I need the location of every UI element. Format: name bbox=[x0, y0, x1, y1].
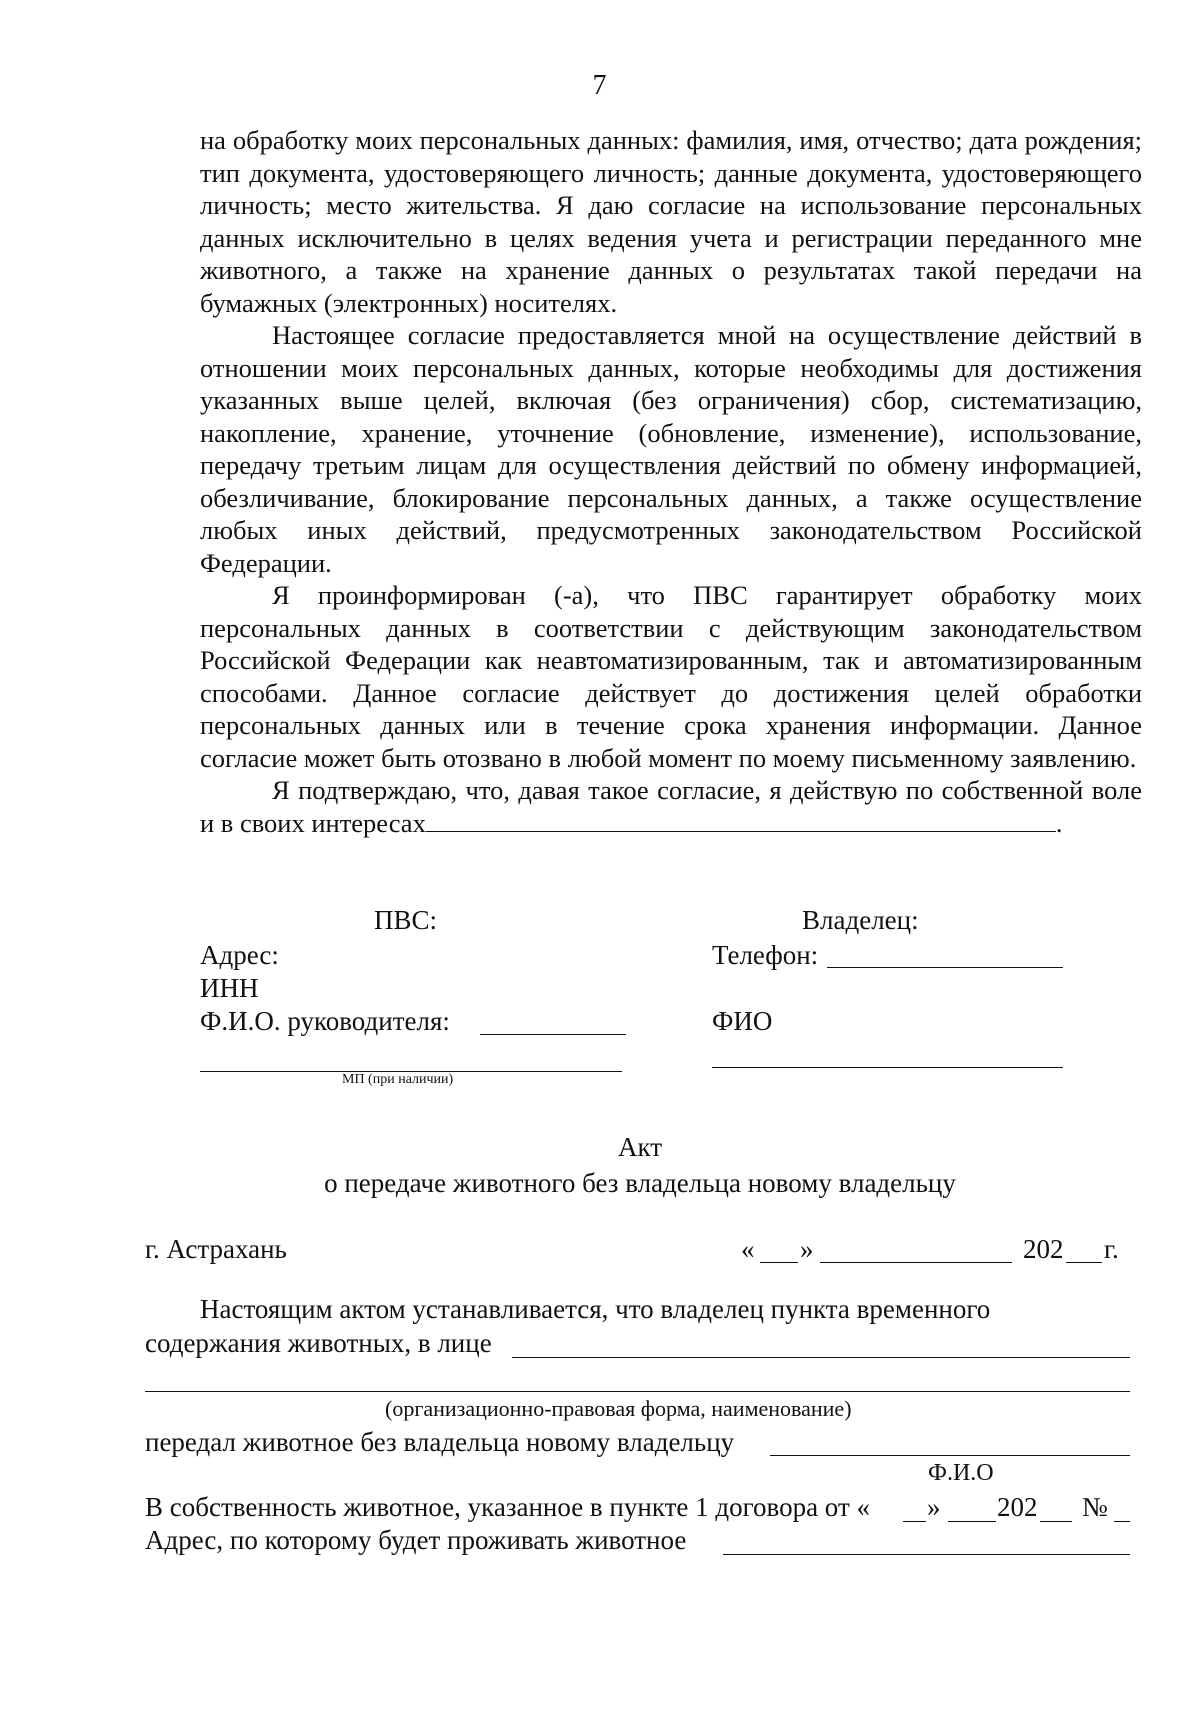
animal-address-line[interactable] bbox=[723, 1554, 1130, 1555]
representative-line[interactable] bbox=[512, 1357, 1130, 1358]
owner-signature-line[interactable] bbox=[712, 1067, 1063, 1068]
consent-paragraph-4-text: Я подтверждаю, что, давая такое согласие, я действую по собственной воле и в своих интересах bbox=[200, 775, 1142, 838]
act-subtitle: о передаче животного без владельца новому владельцу bbox=[324, 1168, 956, 1198]
contract-year-line[interactable] bbox=[1040, 1521, 1072, 1522]
act-line-3: передал животное без владельца новому владельцу bbox=[145, 1427, 735, 1457]
inn-label: ИНН bbox=[200, 973, 259, 1003]
phone-label: Телефон: bbox=[712, 940, 819, 970]
organization-line[interactable] bbox=[145, 1391, 1130, 1392]
fio-note: Ф.И.О bbox=[928, 1460, 994, 1486]
date-year-line[interactable] bbox=[1066, 1262, 1102, 1263]
phone-line[interactable] bbox=[827, 967, 1063, 968]
address-label: Адрес: bbox=[200, 940, 279, 970]
consent-text bbox=[200, 124, 1142, 839]
fio-label: ФИО bbox=[712, 1006, 773, 1036]
stamp-note: МП (при наличии) bbox=[342, 1072, 454, 1087]
act-line-1: Настоящим актом устанавливается, что владелец пункта временного bbox=[200, 1294, 991, 1324]
act-line-2: содержания животных, в лице bbox=[145, 1328, 492, 1358]
pvs-title: ПВС: bbox=[374, 905, 438, 935]
consent-paragraph-2: Настоящее согласие предоставляется мной на осуществление действий в отношении моих персональных данных, которые необходимы для достижения указанных выше целей, включая (без ограничения) сбор, систематизацию, накопление, хранение, уточнение (обновление, изменение), использование, передачу третьим лицам для осуществления действий по обмену информацией, обезличивание, блокирование персональных данных, а также осуществление любых иных действий, предусмотренных законодательством Российской Федерации. bbox=[200, 320, 1142, 578]
consent-paragraph-3: Я проинформирован (-а), что ПВС гарантирует обработку моих персональных данных в соответствии с действующим законодательством Российской Федерации как неавтоматизированным, так и автоматизированным способами. Данное согласие действует до достижения целей обработки персональных данных или в течение срока хранения информации. Данное согласие может быть отозвано в любой момент по моему письменному заявлению. bbox=[200, 580, 1142, 773]
new-owner-line[interactable] bbox=[770, 1455, 1130, 1456]
date-open-quote: « bbox=[741, 1234, 755, 1264]
page-number: 7 bbox=[592, 70, 608, 101]
act-line-4-year: 202 bbox=[997, 1492, 1038, 1522]
act-title: Акт bbox=[617, 1132, 663, 1162]
head-label: Ф.И.О. руководителя: bbox=[200, 1006, 450, 1036]
consent-paragraph-4 bbox=[200, 774, 1142, 839]
contract-day-line[interactable] bbox=[903, 1521, 926, 1522]
head-line[interactable] bbox=[480, 1034, 626, 1035]
act-line-4-quote: » bbox=[927, 1492, 941, 1522]
organization-note: (организационно-правовая форма, наименование) bbox=[385, 1396, 852, 1421]
interests-signature-line[interactable] bbox=[426, 807, 1056, 832]
consent-paragraph-1: на обработку моих персональных данных: фамилия, имя, отчество; дата рождения; тип документа, удостоверяющего личность; данные документа, удостоверяющего личность; место жительства. Я даю согласие на использование персональных данных исключительно в целях ведения учета и регистрации переданного мне животного, а также на хранение данных о результатах такой передачи на бумажных (электронных) носителях. bbox=[200, 125, 1142, 318]
act-line-4-text: В собственность животное, указанное в пункте 1 договора от « bbox=[145, 1492, 871, 1522]
contract-number-line[interactable] bbox=[1114, 1521, 1130, 1522]
act-line-4-number-sign: № bbox=[1082, 1492, 1108, 1522]
date-day-line[interactable] bbox=[760, 1262, 798, 1263]
owner-title: Владелец: bbox=[802, 905, 919, 935]
date-close-quote: » bbox=[800, 1234, 814, 1264]
contract-month-line[interactable] bbox=[948, 1521, 996, 1522]
date-month-line[interactable] bbox=[820, 1262, 1012, 1263]
date-year-prefix: 202 bbox=[1023, 1234, 1064, 1264]
act-line-5: Адрес, по которому будет проживать животное bbox=[145, 1525, 687, 1555]
date-year-suffix: г. bbox=[1104, 1234, 1119, 1264]
act-city: г. Астрахань bbox=[145, 1234, 287, 1264]
consent-paragraph-4-end: . bbox=[1055, 807, 1063, 838]
